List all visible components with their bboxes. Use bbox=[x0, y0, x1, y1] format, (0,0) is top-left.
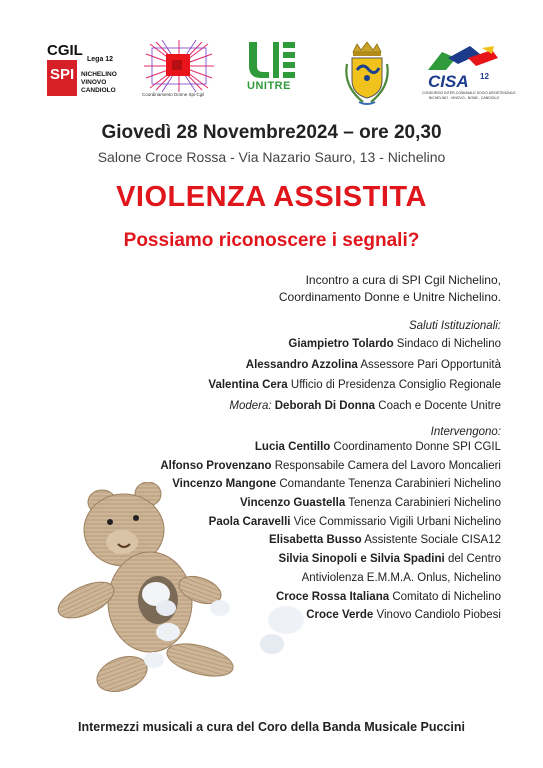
event-date-line: Giovedì 28 Novembre2024 – ore 20,30 bbox=[101, 122, 442, 143]
cisa12-logo bbox=[422, 44, 516, 104]
cisa-caption-line: NICHELINO - VINOVO - NONE - CANDIOLO bbox=[428, 96, 500, 100]
speaker-name: Alessandro Azzolina bbox=[245, 358, 358, 371]
intro-line: Coordinamento Donne e Unitre Nichelino. bbox=[278, 290, 501, 304]
cisa-caption bbox=[422, 91, 516, 101]
cgil-spi-logo bbox=[45, 42, 125, 98]
intervengono-label: Intervengono: bbox=[430, 426, 501, 438]
cisa-logo-text: CISA bbox=[428, 72, 469, 91]
speaker-name: Alfonso Provenzano bbox=[160, 459, 272, 472]
speaker-name: Croce Verde bbox=[306, 609, 374, 622]
nichelino-crest-logo bbox=[343, 40, 391, 108]
speaker-role: Tenenza Carabinieri Nichelino bbox=[348, 497, 501, 510]
speaker-role: Vice Commissario Vigili Urbani Nichelino bbox=[293, 515, 501, 528]
speaker-name: Giampietro Tolardo bbox=[288, 338, 394, 350]
speaker-role: Assistente Sociale CISA12 bbox=[364, 534, 501, 547]
spi-town: NICHELINO bbox=[81, 71, 117, 78]
speaker-role: Comandante Tenenza Carabinieri Nichelino bbox=[279, 478, 501, 491]
cisa-caption-line: CONSORZIO INTER-COMUNALE SOCIO ASSISTENZIALE bbox=[422, 91, 516, 95]
coordinamento-caption: Coordinamento Donne Spi-Cgil bbox=[142, 92, 205, 97]
city-crest-icon bbox=[343, 40, 391, 108]
modera-section bbox=[229, 399, 501, 413]
speaker-role-continuation: Antiviolenza E.M.M.A. Onlus, Nichelino bbox=[301, 571, 501, 584]
coordinamento-donne-logo bbox=[142, 40, 216, 102]
speaker-row bbox=[208, 355, 501, 376]
speaker-row bbox=[160, 459, 501, 478]
teddy-bear-icon bbox=[50, 482, 310, 707]
speaker-row bbox=[160, 440, 501, 459]
cgil-lega-text: Lega 12 bbox=[87, 56, 114, 63]
speaker-row bbox=[208, 375, 501, 396]
spi-logo-text: SPI bbox=[50, 66, 75, 83]
saluti-label: Saluti Istituzionali: bbox=[408, 320, 501, 332]
speaker-role: Assessore Pari Opportunità bbox=[360, 358, 501, 371]
unitre-mark-icon bbox=[245, 40, 299, 80]
speaker-name: Elisabetta Busso bbox=[268, 534, 362, 547]
speaker-role: Ufficio di Presidenza Consiglio Regionale bbox=[290, 379, 501, 391]
spi-town: VINOVO bbox=[81, 79, 107, 86]
event-title: VIOLENZA ASSISTITA bbox=[116, 181, 427, 213]
coordinamento-graphic-icon bbox=[142, 40, 216, 92]
speaker-role: Vinovo Candiolo Piobesi bbox=[376, 609, 501, 622]
speaker-row bbox=[208, 334, 501, 355]
intro-line: Incontro a cura di SPI Cgil Nichelino, bbox=[305, 273, 501, 287]
speaker-name: Vincenzo Guastella bbox=[239, 497, 346, 510]
speaker-role: Coordinamento Donne SPI CGIL bbox=[333, 441, 501, 453]
event-venue-line: Salone Croce Rossa - Via Nazario Sauro, 13 - Nichelino bbox=[97, 149, 446, 165]
moderator-role: Coach e Docente Unitre bbox=[378, 400, 501, 412]
speaker-name: Silvia Sinopoli bbox=[278, 553, 358, 566]
modera-label: Modera: bbox=[229, 400, 272, 412]
unitre-logo-text: UNITRE bbox=[247, 80, 291, 92]
speaker-role: del Centro bbox=[447, 553, 501, 566]
cgil-logo-text: CGIL bbox=[47, 42, 83, 59]
cisa-logo-number: 12 bbox=[480, 72, 489, 81]
speaker-name: Lucia Centillo bbox=[254, 441, 331, 453]
speaker-connector: e bbox=[360, 553, 367, 566]
torn-teddy-bear-image bbox=[50, 482, 310, 707]
speaker-role: Comitato di Nichelino bbox=[392, 590, 501, 603]
spi-red-box bbox=[47, 60, 77, 96]
speaker-name: Valentina Cera bbox=[208, 379, 288, 391]
speaker-role: Responsabile Camera del Lavoro Moncalieri bbox=[274, 459, 501, 472]
spi-town: CANDIOLO bbox=[81, 87, 116, 94]
speaker-role: Sindaco di Nichelino bbox=[396, 338, 501, 350]
speaker-name: Paola Caravelli bbox=[208, 515, 291, 528]
unitre-logo bbox=[245, 40, 303, 98]
speaker-name: Vincenzo Mangone bbox=[172, 478, 277, 491]
speaker-name: Croce Rossa Italiana bbox=[275, 590, 390, 603]
spi-towns bbox=[81, 71, 117, 95]
saluti-section bbox=[208, 319, 501, 396]
event-subtitle: Possiamo riconoscere i segnali? bbox=[123, 230, 420, 251]
cisa-arrows-icon bbox=[422, 44, 502, 74]
speaker-name: Silvia Spadini bbox=[369, 553, 445, 566]
intro-block bbox=[279, 272, 501, 306]
moderator-name: Deborah Di Donna bbox=[274, 400, 376, 412]
footer-note: Intermezzi musicali a cura del Coro della Banda Musicale Puccini bbox=[78, 720, 465, 734]
